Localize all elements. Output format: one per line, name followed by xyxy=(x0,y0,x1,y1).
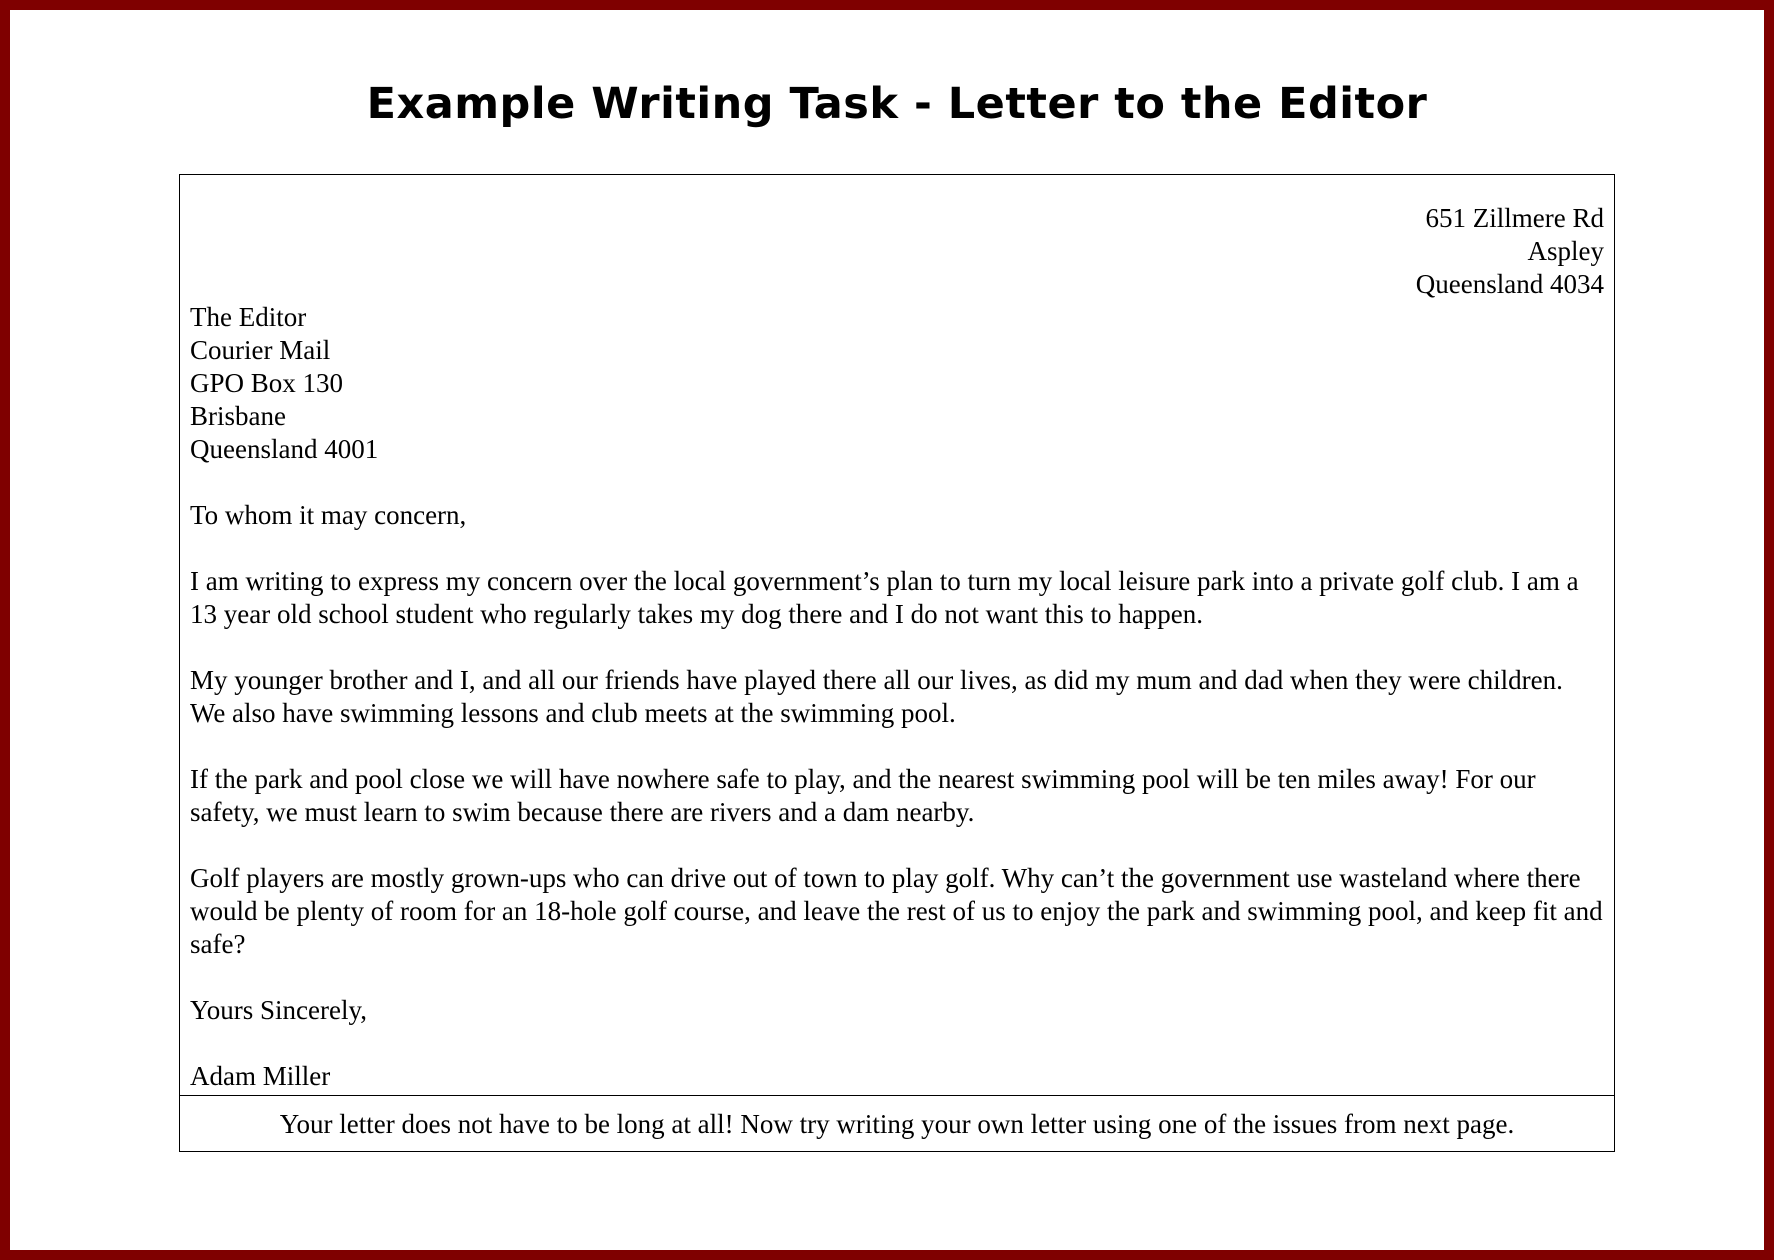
salutation xyxy=(190,499,1604,532)
paragraph-text: Golf players are mostly grown-ups who can drive out of town to play golf. Why can’t the government use wasteland where there would be plenty of room for an 18-hole golf course, and leave the rest of us to enjoy the park and swimming pool, and keep fit and safe? xyxy=(190,863,1603,959)
sender-suburb: Aspley xyxy=(1527,236,1604,266)
recipient-state-postcode: Queensland 4001 xyxy=(190,434,379,464)
closing-text: Yours Sincerely, xyxy=(190,995,368,1025)
sender-street: 651 Zillmere Rd xyxy=(1425,203,1604,233)
signature xyxy=(190,1060,1604,1093)
sender-state-postcode: Queensland 4034 xyxy=(1415,269,1604,299)
page-title: Example Writing Task - Letter to the Editor xyxy=(366,79,1428,129)
recipient-name: The Editor xyxy=(190,302,307,332)
footer-note: Your letter does not have to be long at all! Now try writing your own letter using one of the issues from next page. xyxy=(180,1095,1614,1151)
letter-body xyxy=(190,202,1604,1093)
recipient-po-box: GPO Box 130 xyxy=(190,368,344,398)
body-paragraph xyxy=(190,565,1604,631)
recipient-address xyxy=(190,301,1604,466)
salutation-text: To whom it may concern, xyxy=(190,500,467,530)
signature-name: Adam Miller xyxy=(190,1061,331,1091)
letter-box xyxy=(179,174,1615,1152)
body-paragraph xyxy=(190,862,1604,961)
paragraph-text: I am writing to express my concern over the local government’s plan to turn my local leisure park into a private golf club. I am a 13 year old school student who regularly takes my dog there and I do not want this to happen. xyxy=(190,566,1579,629)
closing xyxy=(190,994,1604,1027)
paragraph-text: My younger brother and I, and all our friends have played there all our lives, as did my mum and dad when they were children. We also have swimming lessons and club meets at the swimming pool. xyxy=(190,665,1563,728)
body-paragraph xyxy=(190,664,1604,730)
paragraph-text: If the park and pool close we will have nowhere safe to play, and the nearest swimming pool will be ten miles away! For our safety, we must learn to swim because there are rivers and a dam nearby. xyxy=(190,764,1536,827)
body-paragraph xyxy=(190,763,1604,829)
recipient-city: Brisbane xyxy=(190,401,286,431)
sender-address xyxy=(190,202,1604,301)
recipient-organisation: Courier Mail xyxy=(190,335,331,365)
